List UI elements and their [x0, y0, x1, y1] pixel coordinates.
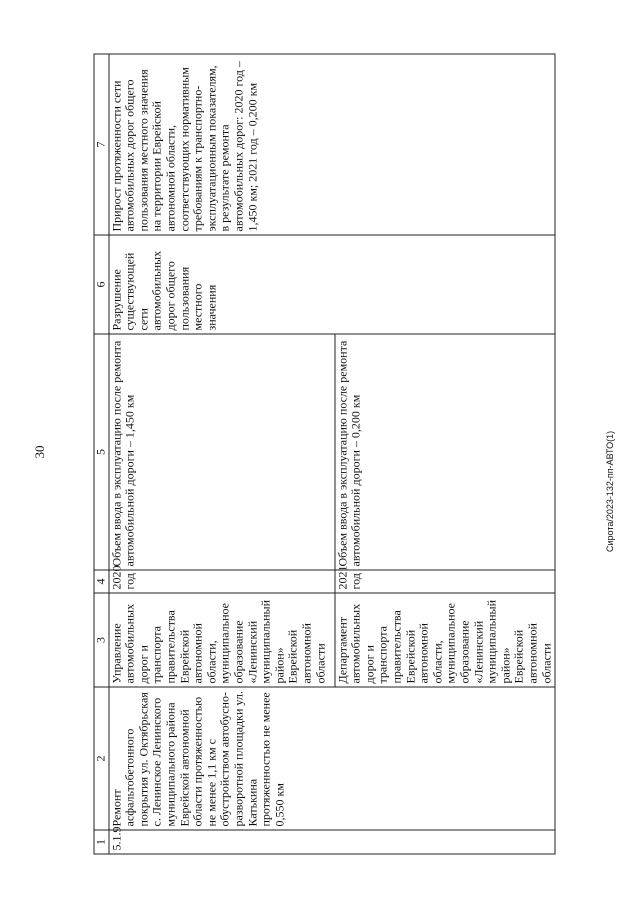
result-cell: Прирост протяженности сети автомобильных дорог общего пользования местного значения на территории Еврейской автономной области, соответствующих нормативным требованиям к транспортно-эксплуатационным показателям, в результате ремонта автомобильных дорог: 2020 год – 1,450 км; 2021 год – 0,200 км	[108, 54, 555, 235]
header-col-7: 7	[94, 54, 109, 235]
header-col-2: 2	[94, 687, 109, 830]
measures-table	[93, 53, 555, 854]
header-col-4: 4	[94, 570, 109, 593]
header-col-3: 3	[94, 593, 109, 687]
volume-cell: Объем ввода в эксплуатацию после ремонта автомобильной дороги – 0,200 км	[334, 334, 555, 570]
rotated-table-container	[93, 54, 553, 854]
header-row	[94, 54, 109, 854]
year-cell: 2020 год	[108, 570, 334, 593]
page-number: 30	[32, 445, 47, 459]
year-cell: 2021 год	[334, 570, 555, 593]
header-col-5: 5	[94, 334, 109, 570]
header-col-1: 1	[94, 830, 109, 854]
risk-cell: Разрушение существующей сети автомобильных дорог общего пользования местного значения	[108, 235, 555, 334]
executor-cell: Департамент автомобильных дорог и транспорта правительства Еврейской автономной области, муниципальное образование «Ленинский муниципальный район» Еврейской автономной области	[334, 593, 555, 687]
volume-cell: Объем ввода в эксплуатацию после ремонта автомобильной дороги – 1,450 км	[108, 334, 334, 570]
item-number: 5.1.9	[108, 830, 555, 854]
document-code-note: Сирота/2023-132-пп-АВТО(1)	[605, 430, 615, 552]
header-col-6: 6	[94, 235, 109, 334]
item-description: Ремонт асфальтобетонного покрытия ул. Октябрьская с. Ленинское Ленинского муниципального района Еврейской автономной области протяженностью не менее 1,1 км с обустройством автобусно-разворотной площадки ул. Катькина протяженностью не менее 0,550 км	[108, 687, 555, 830]
table-row	[108, 54, 334, 854]
executor-cell: Управление автомобильных дорог и транспорта правительства Еврейской автономной области, муниципальное образование «Ленинский муниципальный район» Еврейской автономной области	[108, 593, 334, 687]
